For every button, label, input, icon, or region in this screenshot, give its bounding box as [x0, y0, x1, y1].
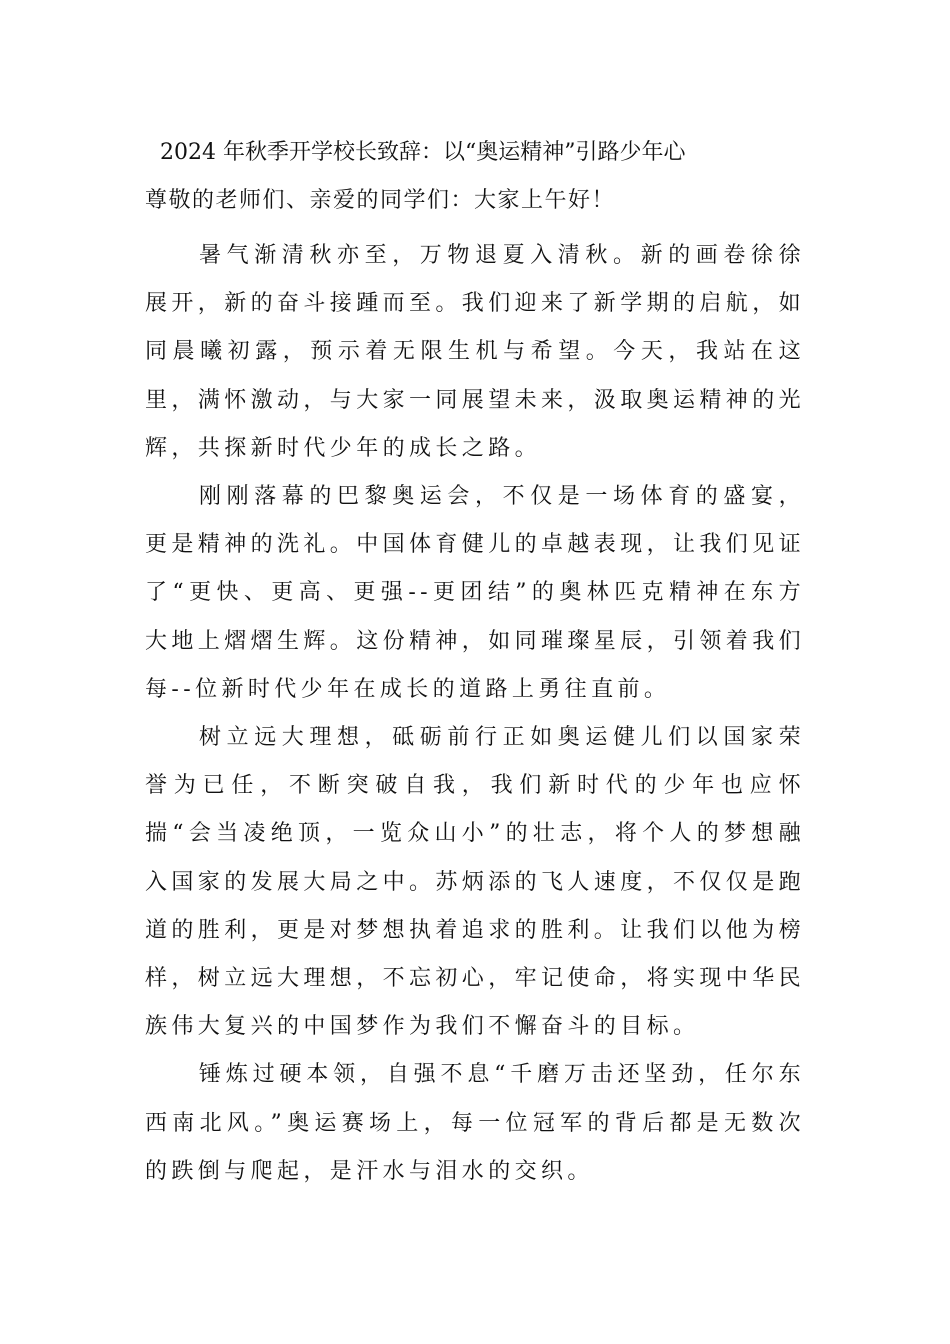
- paragraph: 锤炼过硬本领，自强不息“千磨万击还坚劲，任尔东西南北风。”奥运赛场上，每一位冠军的背后都是无数次的跌倒与爬起，是汗水与泪水的交织。: [145, 1062, 805, 1184]
- paragraph: 刚刚落幕的巴黎奥运会，不仅是一场体育的盛宴，更是精神的洗礼。中国体育健儿的卓越表现，让我们见证了“更快、更高、更强--更团结”的奥林匹克精神在东方大地上熠熠生辉。这份精神，如同璀璨星辰，引领着我们每--位新时代少年在成长的道路上勇往直前。: [145, 484, 806, 702]
- paragraph: 暑气渐清秋亦至，万物退夏入清秋。新的画卷徐徐展开，新的奋斗接踵而至。我们迎来了新学期的启航，如同晨曦初露，预示着无限生机与希望。今天，我站在这里，满怀激动，与大家一同展望未来，汲取奥运精神的光辉，共探新时代少年的成长之路。: [145, 243, 806, 461]
- document-body: [145, 232, 805, 1196]
- salutation: 尊敬的老师们、亲爱的同学们：大家上午好！: [145, 188, 616, 213]
- document-title: 2024 年秋季开学校长致辞：以“奥运精神”引路少年心: [160, 140, 686, 165]
- paragraph: 树立远大理想，砥砺前行正如奥运健儿们以国家荣誉为已任，不断突破自我，我们新时代的少年也应怀揣“会当凌绝顶，一览众山小”的壮志，将个人的梦想融入国家的发展大局之中。苏炳添的飞人速度，不仅仅是跑道的胜利，更是对梦想执着追求的胜利。让我们以他为榜样，树立远大理想，不忘初心，牢记使命，将实现中华民族伟大复兴的中国梦作为我们不懈奋斗的目标。: [145, 725, 806, 1040]
